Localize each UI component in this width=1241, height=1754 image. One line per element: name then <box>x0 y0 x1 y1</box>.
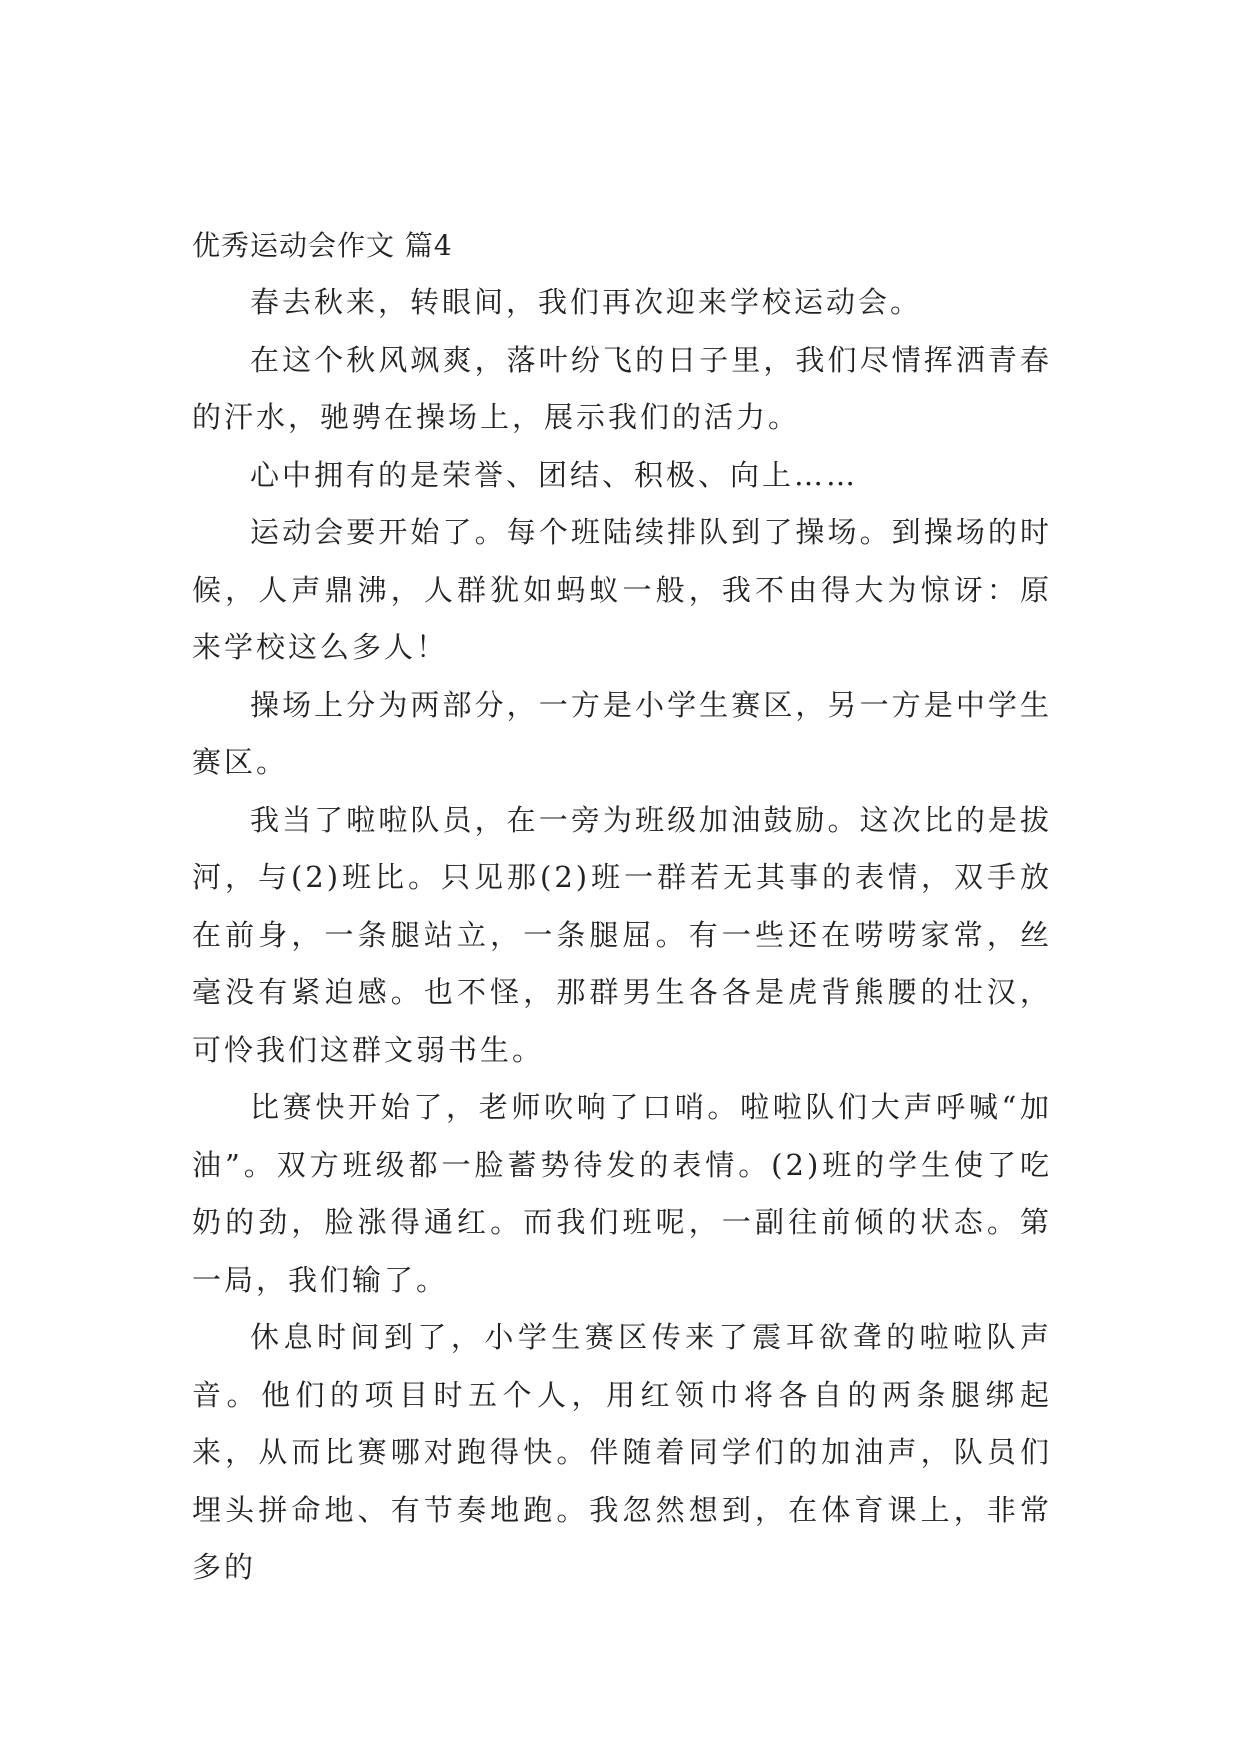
essay-title: 优秀运动会作文 篇4 <box>192 229 453 262</box>
paragraph-1: 春去秋来，转眼间，我们再次迎来学校运动会。 <box>250 285 923 319</box>
paragraph-2: 在这个秋风飒爽，落叶纷飞的日子里，我们尽情挥洒青春的汗水，驰骋在操场上，展示我们的活力。 <box>192 342 1052 434</box>
paragraph-7: 比赛快开始了，老师吹响了口哨。啦啦队们大声呼喊“加油”。双方班级都一脸蓄势待发的表情。(2)班的学生使了吃奶的劲，脸涨得通红。而我们班呢，一副往前倾的状态。第一局，我们输了。 <box>192 1090 1052 1297</box>
document-body <box>192 218 1052 1597</box>
paragraph-4: 运动会要开始了。每个班陆续排队到了操场。到操场的时候，人声鼎沸，人群犹如蚂蚁一般，我不由得大为惊讶：原来学校这么多人！ <box>192 515 1052 664</box>
paragraph-6: 我当了啦啦队员，在一旁为班级加油鼓励。这次比的是拔河，与(2)班比。只见那(2)班一群若无其事的表情，双手放在前身，一条腿站立，一条腿屈。有一些还在唠唠家常，丝毫没有紧迫感。也不怪，那群男生各各是虎背熊腰的壮汉，可怜我们这群文弱书生。 <box>192 802 1052 1067</box>
paragraph-8: 休息时间到了，小学生赛区传来了震耳欲聋的啦啦队声音。他们的项目时五个人，用红领巾将各自的两条腿绑起来，从而比赛哪对跑得快。伴随着同学们的加油声，队员们埋头拼命地、有节奏地跑。我忽然想到，在体育课上，非常多的 <box>192 1320 1052 1584</box>
paragraph-3: 心中拥有的是荣誉、团结、积极、向上…… <box>250 457 859 492</box>
paragraph-5: 操场上分为两部分，一方是小学生赛区，另一方是中学生赛区。 <box>192 687 1052 779</box>
